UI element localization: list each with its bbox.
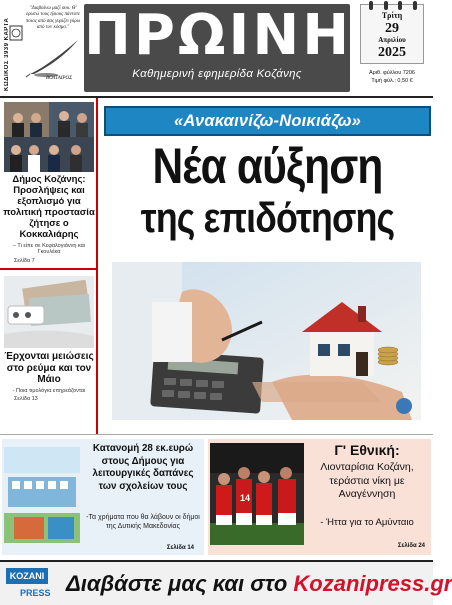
story-electricity[interactable] (2, 276, 96, 402)
story-subheading: -Τα χρήματα που θα λάβουν οι δήμοι της Δυτικής Μακεδονίας (86, 514, 200, 531)
logo-top-text: KOZANI (6, 568, 48, 584)
masthead-quote: "Διαβαίνω μαζί σου. Θ' ερωτώ τους ήλιους πάντοτε ποιος από σας γυρίζει γύρω από τον κόσμο." (25, 6, 81, 30)
story-page-ref: Σελίδα 7 (14, 257, 35, 264)
banner-text: «Ανακαινίζω-Νοικιάζω» (173, 111, 362, 130)
date-number: 29 (385, 21, 399, 36)
story-headline: Γ' Εθνική: (334, 442, 400, 458)
story-page-ref: Σελίδα 24 (397, 543, 425, 549)
date-day: Τρίτη (381, 11, 403, 20)
story-football[interactable] (208, 439, 431, 555)
story-schools[interactable] (2, 439, 204, 555)
story-subheading: - Ποια τιμολόγια επηρεάζονται (12, 387, 86, 394)
issn-label: ΚΩΔΙΚΟΣ 3939 ΚΑΡΤΑ (4, 17, 10, 91)
story-page-ref: Σελίδα 14 (166, 545, 194, 551)
date-year: 2025 (378, 45, 406, 60)
story-subheading-2: - Ήττα για το Αμύνταιο (320, 517, 414, 528)
footer-text (66, 566, 452, 602)
story-subheading: – Τι είπε σε Κεφαλογιάννη και Γκουλέκα (12, 242, 86, 256)
main-headline[interactable] (104, 138, 431, 242)
headline-line-2: της επιδότησης (140, 194, 395, 241)
money-photo (4, 276, 94, 348)
calendar-icon (360, 4, 424, 64)
left-column (0, 98, 98, 434)
story-headline: Έρχονται μειώσεις στο ρεύμα και τον Μάιο (4, 351, 94, 385)
bottom-strip (0, 434, 433, 558)
footer-ad[interactable] (0, 560, 452, 605)
main-banner[interactable] (104, 106, 431, 136)
football-photo (210, 443, 304, 545)
quill-icon (24, 38, 82, 78)
footer-link[interactable]: Kozanipress.gr (293, 571, 452, 596)
story-municipality[interactable] (2, 102, 96, 264)
masthead (0, 0, 433, 98)
kozanipress-logo[interactable] (4, 566, 62, 604)
main-photo (112, 262, 421, 420)
logo-bottom-text: PRESS (20, 588, 51, 598)
issue-price: Τιμή φύλ.: 0,50 € (371, 78, 413, 84)
date-month: Απριλίου (378, 36, 406, 44)
footer-text-a: Διαβάστε μας και στο (66, 571, 294, 596)
story-subheading: Λιονταρίσια Κοζάνη, τεράστια νίκη με Αναγέννηση (320, 461, 414, 501)
meeting-photo (4, 102, 94, 172)
school-photo (4, 447, 80, 543)
emblem-icon (8, 24, 24, 64)
issue-number: Αριθ. φύλλου 7206 (369, 70, 415, 76)
masthead-left (2, 4, 82, 92)
newspaper-title: ΠΡΩΙΝΗ (84, 3, 353, 68)
newspaper-logo[interactable] (84, 3, 353, 92)
date-box (354, 4, 430, 92)
story-headline: Δήμος Κοζάνης: Προσλήψεις και εξοπλισμό για πολιτική προστασία ζήτησε ο Κοκκαλιάρης (3, 174, 95, 240)
founder-name: ΒΟΛΤΑΙΡΟΣ (46, 76, 73, 81)
newspaper-subtitle: Καθημερινή εφημερίδα Κοζάνης (132, 68, 302, 80)
headline-line-1: Νέα αύξηση (152, 138, 383, 194)
svg-text:14: 14 (240, 493, 251, 503)
story-headline: Κατανομή 28 εκ.ευρώ στους Δήμους για λειτουργικές δαπάνες των σχολείων τους (92, 443, 194, 492)
column-divider (0, 268, 96, 270)
story-page-ref: Σελίδα 13 (14, 396, 38, 403)
